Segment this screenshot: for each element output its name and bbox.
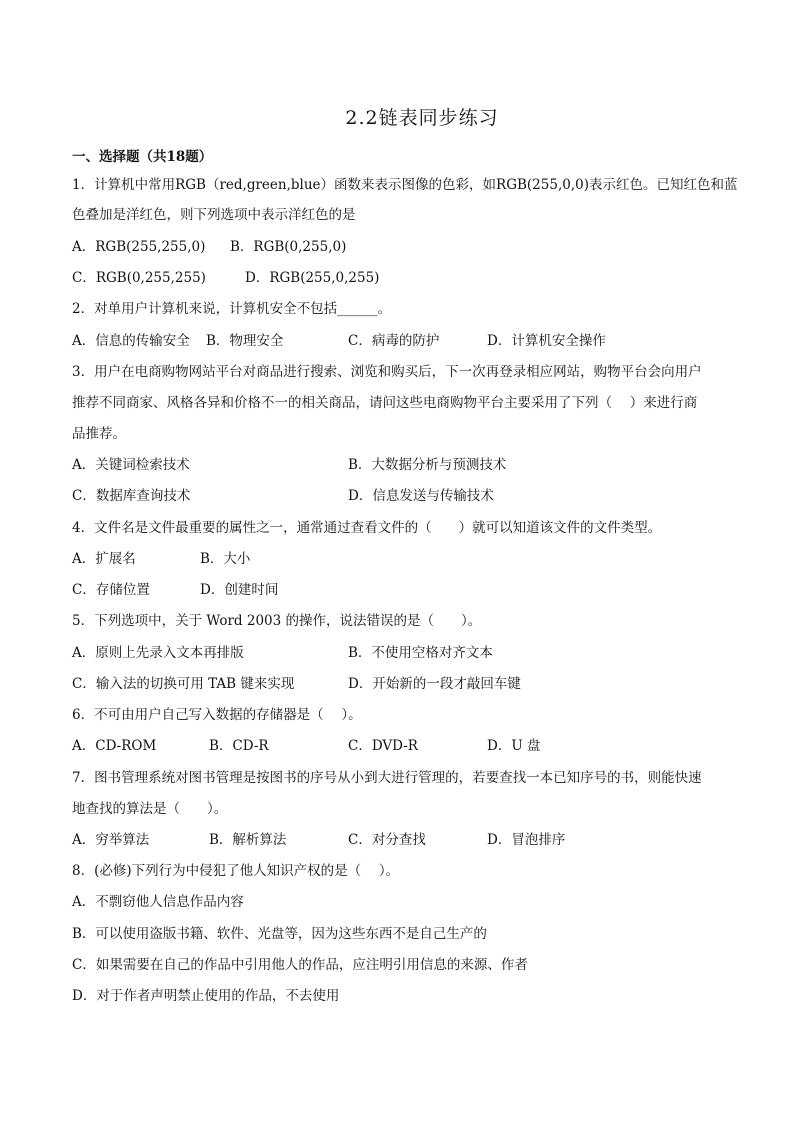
question-6-option-d: D．U 盘 [487, 738, 541, 754]
question-2-option-d: D．计算机安全操作 [487, 333, 606, 349]
question-8-option-d: D．对于作者声明禁止使用的作品，不去使用 [72, 988, 340, 1004]
question-5-option-a: A．原则上先录入文本再排版 [72, 645, 244, 661]
question-8-option-c: C．如果需要在自己的作品中引用他人的作品，应注明引用信息的来源、作者 [72, 957, 528, 973]
question-1-option-a: A．RGB(255,255,0) [72, 239, 206, 255]
question-6-option-c: C．DVD-R [348, 738, 418, 754]
question-4-option-d: D．创建时间 [200, 582, 279, 598]
question-5-option-b: B．不使用空格对齐文本 [348, 645, 493, 661]
question-5-text: 5．下列选项中，关于 Word 2003 的操作，说法错误的是（ ）。 [72, 613, 482, 629]
question-2-text: 2．对单用户计算机来说，计算机安全不包括______。 [72, 301, 392, 317]
question-7-option-b: B．解析算法 [209, 832, 287, 848]
question-3-option-d: D．信息发送与传输技术 [348, 488, 494, 504]
question-6-text: 6．不可由用户自己写入数据的存储器是（ ）。 [72, 707, 362, 723]
question-4-option-c: C．存储位置 [72, 582, 150, 598]
question-4-option-b: B．大小 [200, 551, 251, 567]
question-8-option-a: A．不剽窃他人信息作品内容 [72, 894, 244, 910]
question-7-option-a: A．穷举算法 [72, 832, 150, 848]
question-1-text: 1．计算机中常用RGB（red,green,blue）函数来表示图像的色彩，如RGB(255,0,0)表示红色。已知红色和蓝 [72, 177, 738, 193]
question-1-option-b: B．RGB(0,255,0) [230, 239, 347, 255]
question-2-option-b: B．物理安全 [206, 333, 284, 349]
question-4-option-a: A．扩展名 [72, 551, 136, 567]
question-2-option-a: A．信息的传输安全 [72, 333, 190, 349]
page-title: 2.2链表同步练习 [345, 107, 499, 129]
question-7-text: 7．图书管理系统对图书管理是按图书的序号从小到大进行管理的，若要查找一本已知序号的书，则能快速 [72, 770, 702, 786]
question-1-text-cont: 色叠加是洋红色，则下列选项中表示洋红色的是 [72, 207, 356, 223]
question-3-option-a: A．关键词检索技术 [72, 457, 190, 473]
question-5-option-d: D．开始新的一段才敲回车键 [348, 676, 521, 692]
question-8-text: 8．(必修)下列行为中侵犯了他人知识产权的是（ ）。 [72, 863, 400, 879]
question-5-option-c: C．输入法的切换可用 TAB 键来实现 [72, 676, 295, 692]
question-6-option-b: B．CD-R [209, 738, 269, 754]
question-7-text-cont: 地查找的算法是（ ）。 [72, 801, 228, 817]
question-1-option-d: D．RGB(255,0,255) [245, 270, 380, 286]
question-3-option-c: C．数据库查询技术 [72, 488, 191, 504]
question-1-option-c: C．RGB(0,255,255) [72, 270, 206, 286]
question-7-option-d: D．冒泡排序 [487, 832, 566, 848]
question-3-text-cont: 推荐不同商家、风格各异和价格不一的相关商品，请问这些电商购物平台主要采用了下列（ ）来进行商 [72, 395, 698, 411]
question-7-option-c: C．对分查找 [348, 832, 426, 848]
question-2-option-c: C．病毒的防护 [348, 333, 440, 349]
section-heading: 一、选择题（共18题） [72, 149, 213, 165]
question-3-text-cont2: 品推荐。 [72, 426, 126, 442]
question-3-option-b: B．大数据分析与预测技术 [348, 457, 507, 473]
question-8-option-b: B．可以使用盗版书籍、软件、光盘等，因为这些东西不是自己生产的 [72, 926, 487, 942]
question-3-text: 3．用户在电商购物网站平台对商品进行搜索、浏览和购买后，下一次再登录相应网站，购物平台会向用户 [72, 364, 702, 380]
question-4-text: 4．文件名是文件最重要的属性之一，通常通过查看文件的（ ）就可以知道该文件的文件类型。 [72, 520, 662, 536]
question-6-option-a: A．CD-ROM [72, 738, 157, 754]
